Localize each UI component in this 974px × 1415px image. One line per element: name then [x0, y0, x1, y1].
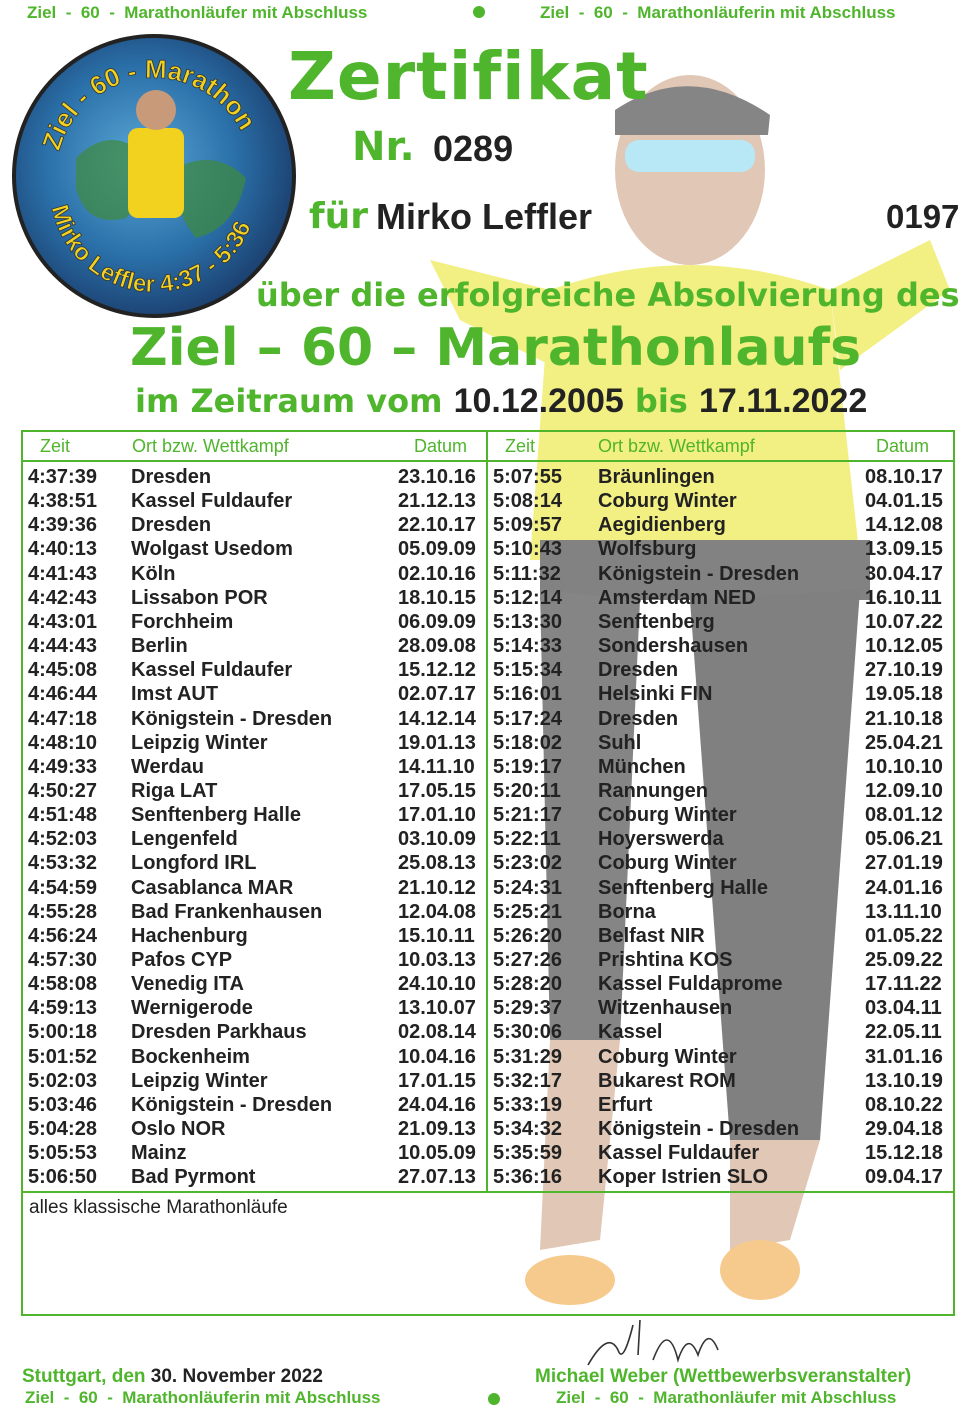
table-row	[0, 1094, 974, 1118]
race-time: 5:20:11	[493, 779, 561, 802]
race-time: 5:26:20	[493, 924, 562, 947]
race-date: 05.09.09	[398, 538, 476, 561]
race-place: München	[598, 755, 686, 778]
race-place: Lengenfeld	[131, 828, 238, 851]
race-place: Dresden Parkhaus	[131, 1021, 307, 1044]
race-place: Bukarest ROM	[598, 1069, 736, 1092]
footer-organizer: Michael Weber (Wettbewerbsveranstalter)	[535, 1366, 912, 1387]
header-date-left: Datum	[414, 436, 468, 456]
race-place: Venedig ITA	[131, 973, 244, 996]
side-number: 0197	[886, 198, 960, 235]
race-date: 10.03.13	[398, 949, 476, 971]
race-time: 4:37:39	[28, 466, 97, 488]
race-time: 4:46:44	[28, 683, 97, 706]
race-place: Leipzig Winter	[131, 1069, 268, 1092]
race-date: 24.01.16	[865, 876, 943, 899]
top-separator-dot	[473, 6, 485, 18]
race-time: 5:34:32	[493, 1118, 562, 1141]
race-date: 27.10.19	[865, 659, 943, 682]
medal-artwork	[16, 38, 292, 314]
race-place: Wernigerode	[131, 997, 253, 1020]
table-row	[0, 611, 974, 635]
top-slogan-strip	[0, 3, 974, 25]
race-time: 4:51:48	[28, 804, 97, 827]
race-time: 5:27:26	[493, 949, 562, 971]
race-time: 4:38:51	[28, 490, 97, 513]
race-place: Rannungen	[598, 779, 708, 802]
table-row	[0, 877, 974, 901]
race-time: 4:56:24	[28, 924, 97, 947]
race-date: 22.10.17	[398, 514, 476, 537]
race-date: 25.04.21	[865, 731, 943, 754]
race-date: 04.01.15	[865, 490, 943, 513]
race-time: 4:49:33	[28, 755, 97, 778]
race-place: Leipzig Winter	[131, 731, 268, 754]
race-time: 4:41:43	[28, 562, 97, 585]
race-place: Wolgast Usedom	[131, 538, 293, 561]
race-place: Bockenheim	[131, 1045, 250, 1068]
race-time: 4:43:01	[28, 610, 97, 633]
race-place: Senftenberg Halle	[131, 804, 302, 827]
race-date: 03.10.09	[398, 828, 476, 851]
race-time: 4:58:08	[28, 973, 97, 996]
race-place: Amsterdam NED	[598, 586, 756, 609]
race-date: 13.11.10	[865, 900, 942, 923]
race-date: 12.09.10	[865, 779, 943, 802]
table-row	[0, 708, 974, 732]
table-row	[0, 683, 974, 707]
race-place: Kassel Fuldaprome	[598, 973, 783, 996]
race-date: 27.01.19	[865, 852, 943, 875]
race-place: Imst AUT	[131, 683, 219, 706]
race-place: Casablanca MAR	[131, 876, 294, 899]
signature	[578, 1310, 758, 1370]
race-place: Wolfsburg	[598, 538, 697, 561]
race-time: 4:54:59	[28, 876, 97, 899]
table-row	[0, 1046, 974, 1070]
race-place: Witzenhausen	[598, 997, 733, 1020]
medal-arc-bottom: Mirko Leffler 4:37 - 5:36	[45, 201, 257, 299]
race-place: Dresden	[131, 514, 212, 537]
table-row	[0, 1142, 974, 1166]
race-time: 5:17:24	[493, 707, 562, 730]
footer-date: 30. November 2022	[150, 1366, 323, 1387]
race-date: 13.10.19	[865, 1069, 943, 1092]
race-place: Mainz	[131, 1142, 187, 1165]
race-date: 09.04.17	[865, 1166, 943, 1189]
race-date: 21.10.12	[398, 876, 476, 899]
race-place: Königstein - Dresden	[131, 1093, 333, 1116]
race-time: 4:39:36	[28, 514, 97, 537]
table-row	[0, 1070, 974, 1094]
race-date: 23.10.16	[398, 466, 476, 488]
race-place: Prishtina KOS	[598, 949, 733, 971]
race-date: 10.05.09	[398, 1142, 476, 1165]
race-time: 5:03:46	[28, 1093, 97, 1116]
table-row	[0, 997, 974, 1021]
race-date: 25.09.22	[865, 949, 943, 971]
race-place: Pafos CYP	[131, 949, 233, 971]
race-time: 5:14:33	[493, 635, 562, 658]
race-place: Sondershausen	[598, 635, 749, 658]
bottom-slogan-left: Ziel - 60 - Marathonläuferin mit Abschluss	[25, 1388, 381, 1407]
race-date: 01.05.22	[865, 924, 943, 947]
race-date: 17.05.15	[398, 779, 476, 802]
race-time: 4:59:13	[28, 997, 97, 1020]
race-time: 5:22:11	[493, 828, 561, 851]
race-place: Senftenberg Halle	[598, 876, 769, 899]
race-date: 10.04.16	[398, 1045, 476, 1068]
table-footer-line	[21, 1191, 955, 1193]
race-time: 5:08:14	[493, 490, 562, 513]
table-row	[0, 780, 974, 804]
race-time: 5:13:30	[493, 610, 562, 633]
table-row	[0, 901, 974, 925]
race-date: 28.09.08	[398, 635, 476, 658]
race-place: Suhl	[598, 731, 642, 754]
race-date: 12.04.08	[398, 900, 476, 923]
race-time: 4:44:43	[28, 635, 97, 658]
race-time: 5:25:21	[493, 900, 562, 923]
race-place: Belfast NIR	[598, 924, 705, 947]
race-place: Borna	[598, 900, 656, 923]
race-place: Coburg Winter	[598, 490, 737, 513]
race-date: 15.12.12	[398, 659, 476, 682]
table-row	[0, 756, 974, 780]
race-date: 16.10.11	[865, 586, 942, 609]
period-bis: bis	[634, 382, 688, 420]
race-time: 5:01:52	[28, 1045, 97, 1068]
top-slogan-right: Ziel - 60 - Marathonläuferin mit Abschluss	[540, 3, 896, 22]
race-place: Forchheim	[131, 610, 234, 633]
race-date: 24.04.16	[398, 1093, 476, 1116]
race-date: 31.01.16	[865, 1045, 943, 1068]
race-place: Hoyerswerda	[598, 828, 724, 851]
race-date: 17.01.15	[398, 1069, 476, 1092]
table-row	[0, 635, 974, 659]
race-place: Kassel Fuldaufer	[598, 1142, 760, 1165]
for-label: für	[309, 196, 369, 237]
bottom-slogan-right: Ziel - 60 - Marathonläufer mit Abschluss	[556, 1388, 897, 1407]
achievement-line: über die erfolgreiche Absolvierung des	[256, 276, 960, 314]
race-time: 5:19:17	[493, 755, 562, 778]
race-place: Coburg Winter	[598, 804, 737, 827]
race-time: 4:42:43	[28, 586, 97, 609]
table-row	[0, 659, 974, 683]
race-date: 02.10.16	[398, 562, 476, 585]
table-row	[0, 514, 974, 538]
race-place: Longford IRL	[131, 852, 257, 875]
race-date: 05.06.21	[865, 828, 943, 851]
race-time: 5:07:55	[493, 466, 562, 488]
race-date: 18.10.15	[398, 586, 476, 609]
race-place: Dresden	[131, 466, 212, 488]
race-date: 14.12.14	[398, 707, 476, 730]
race-date: 22.05.11	[865, 1021, 942, 1044]
bottom-separator-dot	[488, 1393, 500, 1405]
table-row	[0, 852, 974, 876]
race-place: Helsinki FIN	[598, 683, 713, 706]
race-place: Riga LAT	[131, 779, 218, 802]
race-place: Bad Pyrmont	[131, 1166, 256, 1189]
race-time: 5:36:16	[493, 1166, 562, 1189]
race-time: 5:16:01	[493, 683, 562, 706]
table-row	[0, 949, 974, 973]
table-row	[0, 973, 974, 997]
race-place: Koper Istrien SLO	[598, 1166, 769, 1189]
race-place: Oslo NOR	[131, 1118, 226, 1141]
table-row	[0, 804, 974, 828]
header-time-left: Zeit	[40, 436, 71, 456]
race-place: Königstein - Dresden	[598, 562, 800, 585]
race-date: 15.10.11	[398, 924, 475, 947]
race-time: 5:29:37	[493, 997, 562, 1020]
race-time: 5:24:31	[493, 876, 562, 899]
race-place: Coburg Winter	[598, 1045, 737, 1068]
race-place: Lissabon POR	[131, 586, 268, 609]
race-date: 08.10.17	[865, 466, 943, 488]
race-time: 4:48:10	[28, 731, 97, 754]
race-time: 5:31:29	[493, 1045, 562, 1068]
table-row	[0, 1118, 974, 1142]
race-place: Senftenberg	[598, 610, 715, 633]
race-date: 15.12.18	[865, 1142, 943, 1165]
race-place: Coburg Winter	[598, 852, 737, 875]
race-place: Kassel	[598, 1021, 663, 1044]
race-time: 5:15:34	[493, 659, 562, 682]
table-row	[0, 1166, 974, 1190]
race-place: Kassel Fuldaufer	[131, 659, 293, 682]
race-time: 5:11:32	[493, 562, 561, 585]
table-row	[0, 563, 974, 587]
race-time: 5:18:02	[493, 731, 562, 754]
header-time-right: Zeit	[505, 436, 536, 456]
table-row	[0, 466, 974, 490]
table-row	[0, 925, 974, 949]
medal-arc-top: Ziel - 60 - Marathon	[36, 53, 263, 154]
race-place: Dresden	[598, 659, 679, 682]
race-place: Dresden	[598, 707, 679, 730]
race-place: Königstein - Dresden	[598, 1118, 800, 1141]
race-time: 5:05:53	[28, 1142, 97, 1165]
race-time: 5:32:17	[493, 1069, 562, 1092]
top-slogan-left: Ziel - 60 - Marathonläufer mit Abschluss	[27, 3, 368, 22]
race-date: 08.10.22	[865, 1093, 943, 1116]
race-time: 5:21:17	[493, 804, 562, 827]
race-time: 5:09:57	[493, 514, 562, 537]
race-date: 14.12.08	[865, 514, 943, 537]
race-date: 29.04.18	[865, 1118, 943, 1141]
race-date: 10.07.22	[865, 610, 943, 633]
race-date: 19.01.13	[398, 731, 476, 754]
period-line	[135, 382, 867, 421]
race-place: Erfurt	[598, 1093, 653, 1116]
race-place: Werdau	[131, 755, 204, 778]
race-place: Hachenburg	[131, 924, 248, 947]
header-place-left: Ort bzw. Wettkampf	[132, 436, 289, 456]
race-time: 4:57:30	[28, 949, 97, 971]
race-date: 27.07.13	[398, 1166, 476, 1189]
race-date: 21.09.13	[398, 1118, 476, 1141]
period-to: 17.11.2022	[698, 382, 868, 420]
race-time: 5:23:02	[493, 852, 562, 875]
race-date: 25.08.13	[398, 852, 476, 875]
race-place: Königstein - Dresden	[131, 707, 333, 730]
table-note: alles klassische Marathonläufe	[29, 1197, 288, 1218]
race-time: 5:06:50	[28, 1166, 97, 1189]
race-date: 24.10.10	[398, 973, 476, 996]
race-date: 13.10.07	[398, 997, 476, 1020]
marathon-medal	[12, 34, 296, 318]
race-date: 30.04.17	[865, 562, 943, 585]
event-headline: Ziel – 60 – Marathonlaufs	[130, 318, 862, 378]
table-row	[0, 490, 974, 514]
race-date: 02.08.14	[398, 1021, 476, 1044]
table-row	[0, 587, 974, 611]
race-date: 19.05.18	[865, 683, 943, 706]
race-place: Kassel Fuldaufer	[131, 490, 293, 513]
race-time: 5:35:59	[493, 1142, 562, 1165]
table-row	[0, 828, 974, 852]
race-time: 4:47:18	[28, 707, 97, 730]
table-row	[0, 732, 974, 756]
table-row	[0, 1021, 974, 1045]
race-date: 10.12.05	[865, 635, 943, 658]
race-date: 02.07.17	[398, 683, 476, 706]
race-date: 17.01.10	[398, 804, 476, 827]
race-place: Bräunlingen	[598, 466, 715, 488]
race-time: 4:40:13	[28, 538, 97, 561]
race-place: Aegidienberg	[598, 514, 726, 537]
recipient-name: Mirko Leffler	[376, 196, 593, 237]
race-time: 5:00:18	[28, 1021, 97, 1044]
race-place: Berlin	[131, 635, 188, 658]
race-date: 13.09.15	[865, 538, 943, 561]
race-place: Bad Frankenhausen	[131, 900, 323, 923]
race-date: 10.10.10	[865, 755, 943, 778]
race-time: 4:53:32	[28, 852, 97, 875]
race-date: 21.10.18	[865, 707, 943, 730]
race-time: 5:02:03	[28, 1069, 97, 1092]
period-from: 10.12.2005	[453, 382, 624, 420]
race-time: 5:10:43	[493, 538, 562, 561]
race-date: 03.04.11	[865, 997, 942, 1020]
race-date: 21.12.13	[398, 490, 476, 513]
race-time: 5:12:14	[493, 586, 562, 609]
race-time: 5:33:19	[493, 1093, 562, 1116]
race-date: 14.11.10	[398, 755, 475, 778]
header-date-right: Datum	[876, 436, 930, 456]
period-label: im Zeitraum vom	[135, 382, 443, 420]
number-label: Nr.	[352, 124, 415, 170]
footer-place-date	[22, 1366, 323, 1388]
footer-place: Stuttgart, den	[22, 1366, 146, 1387]
certificate-title: Zertifikat	[288, 38, 649, 115]
race-date: 06.09.09	[398, 610, 476, 633]
header-place-right: Ort bzw. Wettkampf	[598, 436, 755, 456]
race-place: Köln	[131, 562, 176, 585]
race-date: 17.11.22	[865, 973, 942, 996]
race-time: 4:52:03	[28, 828, 97, 851]
race-time: 5:30:06	[493, 1021, 562, 1044]
race-date: 08.01.12	[865, 804, 943, 827]
certificate-number: 0289	[433, 128, 514, 169]
race-time: 4:55:28	[28, 900, 97, 923]
table-row	[0, 538, 974, 562]
table-header-line	[21, 460, 955, 462]
race-time: 5:04:28	[28, 1118, 97, 1141]
race-time: 4:45:08	[28, 659, 97, 682]
race-time: 5:28:20	[493, 973, 562, 996]
race-time: 4:50:27	[28, 779, 97, 802]
